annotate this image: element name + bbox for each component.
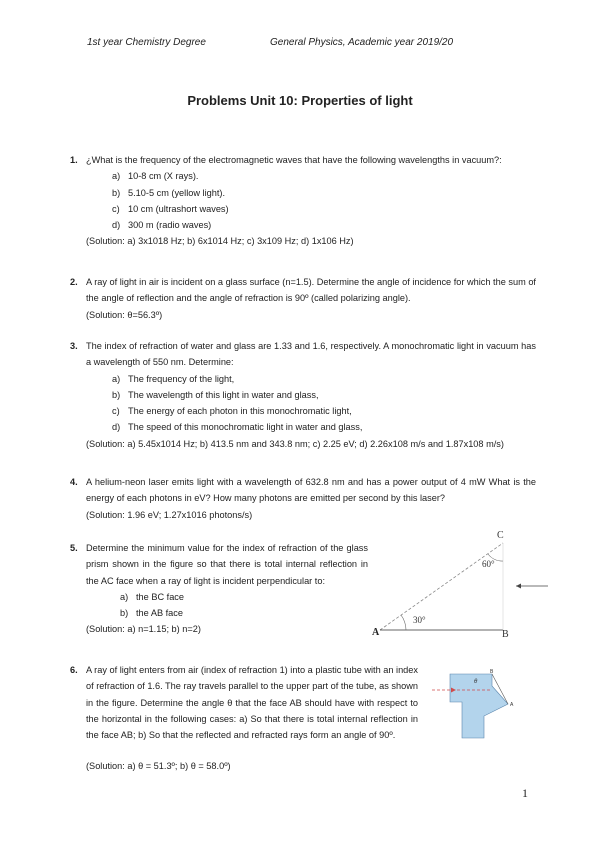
- question-text: ¿What is the frequency of the electromagnetic waves that have the following wavelengths in vacuum?:: [86, 155, 502, 165]
- list-item: a) the BC face: [120, 591, 185, 602]
- solution-text: (Solution: θ=56.3º): [86, 309, 163, 320]
- tube-figure: [430, 668, 525, 743]
- question-number: 4.: [70, 477, 78, 487]
- question-number: 1.: [70, 155, 78, 165]
- list-item: b) the AB face: [120, 608, 183, 619]
- question-number: 5.: [70, 543, 78, 553]
- prism-figure: [370, 525, 550, 645]
- solution-text: (Solution: a) 5.45x1014 Hz; b) 413.5 nm and 343.8 nm; c) 2.25 eV; d) 2.26x108 m/s and 1.87x108 m/s): [86, 438, 504, 449]
- list-item: b) 5.10-5 cm (yellow light).: [112, 187, 226, 198]
- question-text: A ray of light in air is incident on a glass surface (n=1.5). Determine the angle of incidence for which the sum of the angle of reflection and the angle of refraction is 90º (called polarizing angle).: [86, 277, 536, 304]
- question-text: Determine the minimum value for the index of refraction of the glass prism shown in the figure so that there is total internal reflection in the AC face when a ray of light is incident perpendicular to:: [86, 543, 368, 586]
- header-course: 1st year Chemistry Degree: [87, 37, 206, 48]
- list-item: d) 300 m (radio waves): [112, 220, 212, 231]
- question-text: The index of refraction of water and glass are 1.33 and 1.6, respectively. A monochromatic light in vacuum has a wavelength of 550 nm. Determine:: [86, 341, 536, 368]
- solution-text: (Solution: a) 3x1018 Hz; b) 6x1014 Hz; c) 3x109 Hz; d) 1x106 Hz): [86, 236, 354, 247]
- plastic-tube-shape: [450, 674, 508, 738]
- list-item: c) The energy of each photon in this monochromatic light,: [112, 406, 352, 417]
- question-text: A ray of light enters from air (index of refraction 1) into a plastic tube with an index of refraction of 1.6. The ray travels parallel to the upper part of the tube, as shown in the figure. Determine the angle θ that the face AB should have with respect to the horizontal in the following cases: a) So that there is total internal reflection in the face AB; b) So that the reflected and refracted rays form an angle of 90º.: [86, 665, 418, 741]
- list-item: c) 10 cm (ultrashort waves): [112, 203, 229, 214]
- question-text: A helium-neon laser emits light with a wavelength of 632.8 nm and has a power output of 4 mW What is the energy of each photons in eV? How many photons are emitted per second by this laser?: [86, 477, 536, 504]
- question-number: 3.: [70, 341, 78, 351]
- list-item: d) The speed of this monochromatic light in water and glass,: [112, 422, 363, 433]
- page-title: Problems Unit 10: Properties of light: [187, 93, 413, 108]
- arrow-icon: [516, 584, 521, 589]
- header-subject: General Physics, Academic year 2019/20: [270, 37, 454, 48]
- vertex-label-c: C: [497, 530, 504, 541]
- prism-hypotenuse-ac: [380, 543, 503, 630]
- list-item: a) 10-8 cm (X rays).: [112, 171, 199, 182]
- vertex-label-b: B: [490, 669, 494, 675]
- page-number: 1: [522, 786, 528, 800]
- solution-text: (Solution: a) θ = 51.3º; b) θ = 58.0º): [86, 761, 231, 771]
- theta-label: θ: [474, 679, 478, 685]
- vertex-label-a: A: [372, 627, 380, 638]
- question-number: 2.: [70, 277, 78, 287]
- vertex-label-b: B: [502, 629, 509, 640]
- solution-text: (Solution: a) n=1.15; b) n=2): [86, 624, 201, 635]
- angle-label-30: 30°: [413, 615, 426, 625]
- solution-text: (Solution: 1.96 eV; 1.27x1016 photons/s): [86, 509, 253, 520]
- list-item: a) The frequency of the light,: [112, 373, 235, 384]
- angle-arc-bottom: [401, 615, 406, 630]
- list-item: b) The wavelength of this light in water and glass,: [112, 389, 319, 400]
- vertex-label-a: A: [510, 702, 514, 708]
- question-number: 6.: [70, 665, 78, 675]
- angle-label-60: 60°: [482, 559, 495, 569]
